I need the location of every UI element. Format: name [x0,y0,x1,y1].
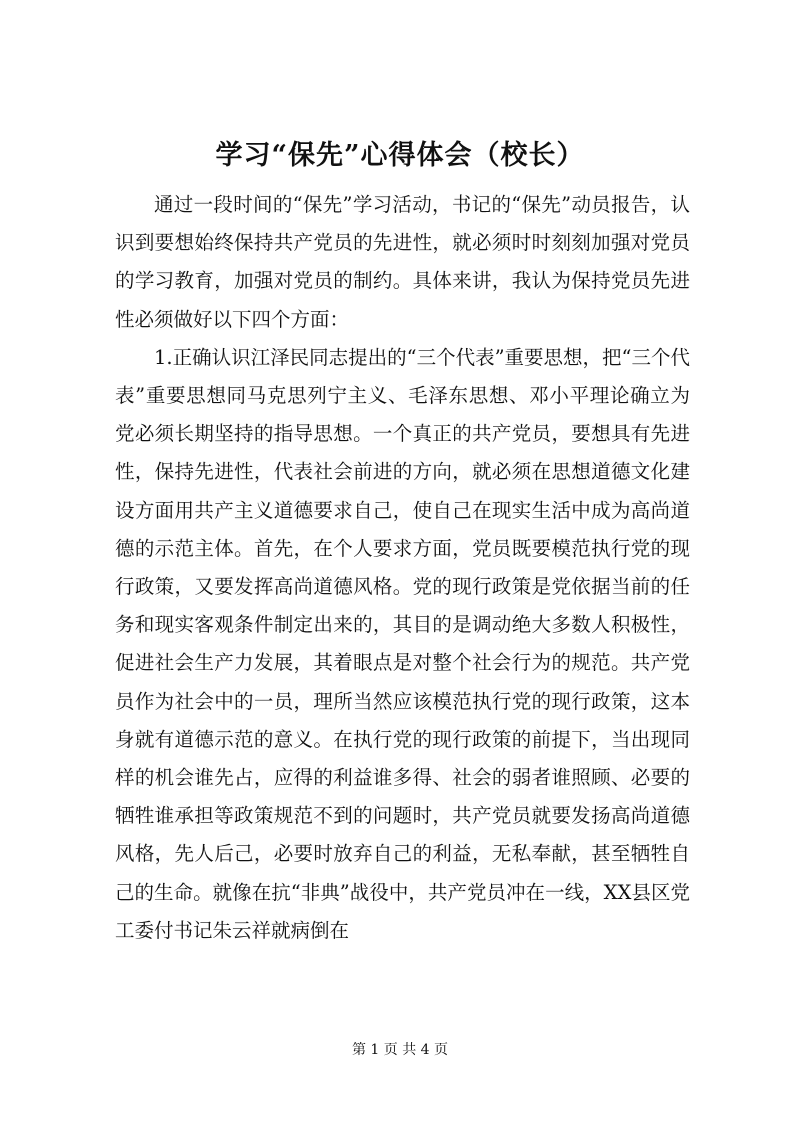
document-title: 学习“保先”心得体会（校长） [215,140,585,171]
paragraph-point-1: 1.正确认识江泽民同志提出的“三个代表”重要思想，把“三个代表”重要思想同马克思列宁主义、毛泽东思想、邓小平理论确立为党必须长期坚持的指导思想。一个真正的共产党员，要想具有先进性，保持先进性，代表社会前进的方向，就必须在思想道德文化建设方面用共产主义道德要求自己，使自己在现实生活中成为高尚道德的示范主体。首先，在个人要求方面，党员既要模范执行党的现行政策，又要发挥高尚道德风格。党的现行政策是党依据当前的任务和现实客观条件制定出来的，其目的是调动绝大多数人积极性，促进社会生产力发展，其着眼点是对整个社会行为的规范。共产党员作为社会中的一员，理所当然应该模范执行党的现行政策，这本身就有道德示范的意义。在执行党的现行政策的前提下，当出现同样的机会谁先占，应得的利益谁多得、社会的弱者谁照顾、必要的牺牲谁承担等政策规范不到的问题时，共产党员就要发扬高尚道德风格，先人后己，必要时放弃自己的利益，无私奉献，甚至牺牲自己的生命。就像在抗“非典”战役中，共产党员冲在一线，XX县区党工委付书记朱云祥就病倒在 [115,345,691,942]
document-body [115,186,690,950]
paragraph-intro: 通过一段时间的“保先”学习活动，书记的“保先”动员报告，认识到要想始终保持共产党员的先进性，就必须时时刻刻加强对党员的学习教育，加强对党员的制约。具体来讲，我认为保持党员先进性必须做好以下四个方面： [115,193,690,331]
page-footer: 第 1 页 共 4 页 [351,1042,449,1058]
